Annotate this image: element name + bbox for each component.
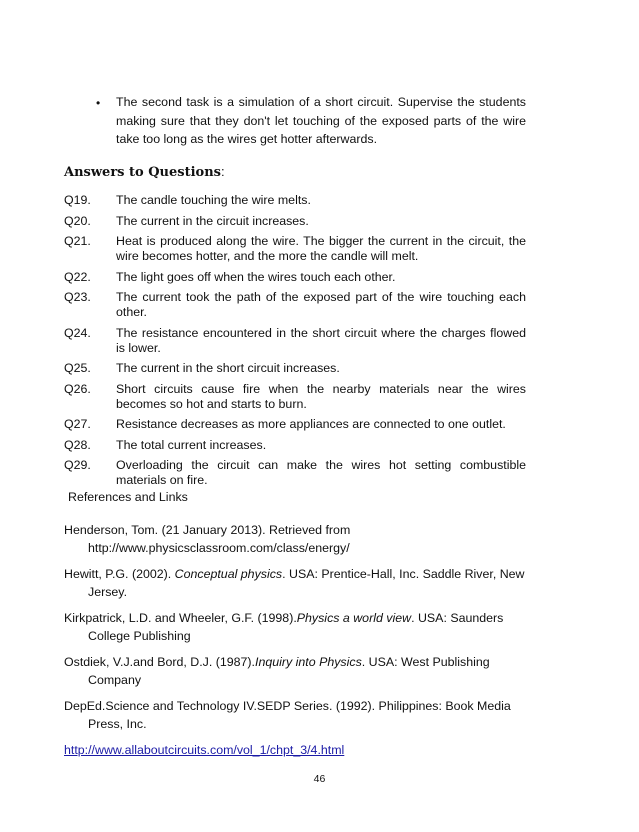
bullet-symbol: • (96, 96, 101, 110)
answer-item (64, 417, 526, 432)
reference-text: . USA: Prentice-Hall, Inc. Saddle River, New Jersey. (88, 567, 525, 599)
question-number: Q20. (64, 213, 91, 228)
answer-item (64, 458, 526, 488)
question-number: Q28. (64, 437, 91, 452)
answers-list (64, 193, 526, 494)
bullet-text: The second task is a simulation of a short circuit. Supervise the students making sure that they don't let touching of the exposed parts of the wire take too long as the wires get hotter afterwards. (116, 95, 526, 146)
reference-text: Hewitt, P.G. (2002). (64, 567, 175, 581)
answers-heading (64, 164, 225, 180)
reference-link[interactable]: http://www.allaboutcircuits.com/vol_1/chpt_3/4.html (64, 743, 345, 757)
reference-item (64, 521, 530, 557)
answer-text: The current took the path of the exposed part of the wire touching each other. (116, 290, 526, 319)
answer-item (64, 290, 526, 320)
reference-text: Kirkpatrick, L.D. and Wheeler, G.F. (1998). (64, 611, 297, 625)
answer-text: Resistance decreases as more appliances are connected to one outlet. (116, 417, 506, 431)
reference-item (64, 697, 530, 733)
answer-item (64, 382, 526, 412)
answer-item (64, 214, 526, 229)
reference-text: Ostdiek, V.J.and Bord, D.J. (1987). (64, 655, 256, 669)
reference-title: Conceptual physics (174, 567, 283, 581)
question-number: Q23. (64, 290, 91, 304)
reference-text: Henderson, Tom. (21 January 2013). Retrieved from http://www.physicsclassroom.com/class/energy/ (64, 523, 351, 555)
question-number: Q26. (64, 381, 91, 396)
question-number: Q24. (64, 325, 91, 340)
reference-text: DepEd.Science and Technology IV.SEDP Series. (1992). Philippines: Book Media Press, Inc. (64, 699, 511, 731)
answer-item (64, 193, 526, 208)
answer-text: The resistance encountered in the short circuit where the charges flowed is lower. (116, 325, 526, 355)
reference-item (64, 609, 530, 645)
question-number: Q27. (64, 417, 91, 431)
answers-heading-colon: : (220, 164, 225, 179)
reference-item (64, 565, 530, 601)
answer-text: The light goes off when the wires touch each other. (116, 269, 396, 284)
answer-text: Overloading the circuit can make the wires hot setting combustible materials on fire. (116, 458, 526, 487)
answer-item (64, 234, 526, 264)
reference-item (64, 653, 530, 689)
answer-item (64, 361, 526, 376)
question-number: Q19. (64, 193, 91, 207)
bullet-item (96, 93, 526, 149)
answer-item (64, 270, 526, 285)
question-number: Q25. (64, 361, 91, 375)
reference-text: . USA: West Publishing Company (88, 655, 490, 687)
references-heading: References and Links (68, 490, 188, 504)
question-number: Q22. (64, 269, 91, 284)
answer-text: The candle touching the wire melts. (116, 193, 311, 207)
answer-text: The total current increases. (116, 437, 267, 452)
answers-heading-text: Answers to Questions (64, 165, 221, 180)
question-number: Q21. (64, 234, 91, 248)
answer-item (64, 438, 526, 453)
answer-text: The current in the circuit increases. (116, 213, 309, 228)
answer-text: Short circuits cause fire when the nearby materials near the wires becomes so hot and starts to burn. (116, 381, 526, 411)
reference-text: . USA: Saunders College Publishing (88, 611, 504, 643)
reference-title: Physics a world view (296, 611, 412, 625)
answer-item (64, 326, 526, 356)
references-list (64, 521, 530, 759)
answer-text: Heat is produced along the wire. The bigger the current in the circuit, the wire becomes hotter, and the more the candle will melt. (116, 234, 526, 263)
reference-title: Inquiry into Physics (255, 655, 362, 669)
answer-text: The current in the short circuit increases. (116, 361, 340, 375)
page-number: 46 (313, 773, 326, 785)
question-number: Q29. (64, 458, 91, 472)
